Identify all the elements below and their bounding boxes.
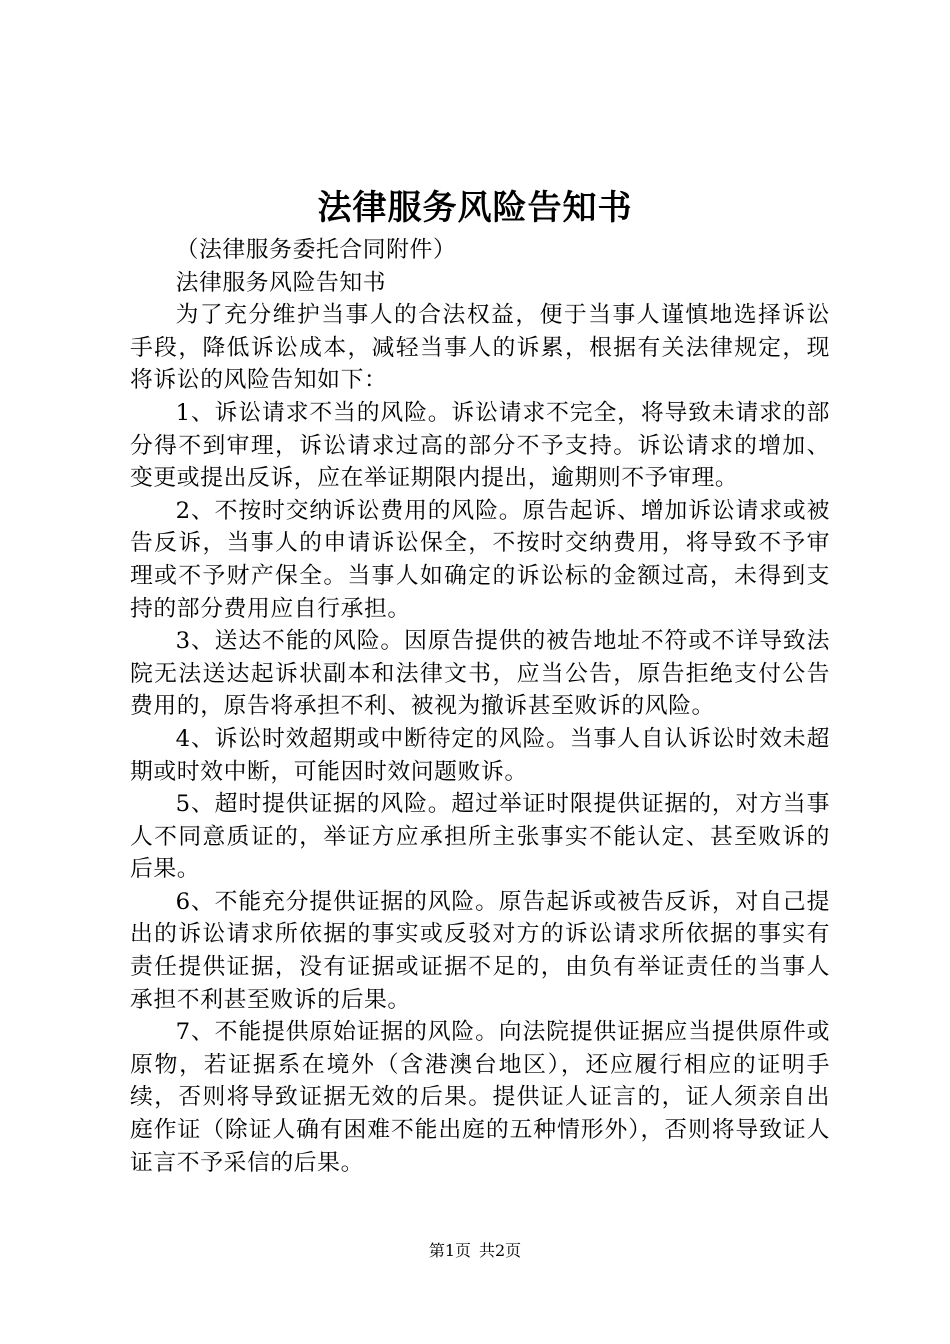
document-title: 法律服务风险告知书	[317, 188, 633, 228]
risk-item-7: 7、不能提供原始证据的风险。向法院提供证据应当提供原件或原物，若证据系在境外（含港澳台地区），还应履行相应的证明手续，否则将导致证据无效的后果。提供证人证言的，证人须亲自出庭作证（除证人确有困难不能出庭的五种情形外），否则将导致证人证言不予采信的后果。	[130, 1019, 830, 1176]
page-number-current: 第1页	[428, 1241, 471, 1260]
page-number-total: 共2页	[479, 1241, 522, 1260]
risk-item-4: 4、诉讼时效超期或中断待定的风险。当事人自认诉讼时效未超期或时效中断，可能因时效问题败诉。	[130, 725, 830, 785]
intro-paragraph: 为了充分维护当事人的合法权益，便于当事人谨慎地选择诉讼手段，降低诉讼成本，减轻当事人的诉累，根据有关法律规定，现将诉讼的风险告知如下：	[130, 302, 830, 394]
document-body	[130, 234, 830, 1179]
risk-item-6: 6、不能充分提供证据的风险。原告起诉或被告反诉，对自己提出的诉讼请求所依据的事实或反驳对方的诉讼请求所依据的事实有责任提供证据，没有证据或证据不足的，由负有举证责任的当事人承担不利甚至败诉的后果。	[130, 888, 830, 1013]
risk-item-1: 1、诉讼请求不当的风险。诉讼请求不完全，将导致未请求的部分得不到审理，诉讼请求过高的部分不予支持。诉讼请求的增加、变更或提出反诉，应在举证期限内提出，逾期则不予审理。	[130, 399, 830, 492]
risk-item-2: 2、不按时交纳诉讼费用的风险。原告起诉、增加诉讼请求或被告反诉，当事人的申请诉讼保全，不按时交纳费用，将导致不予审理或不予财产保全。当事人如确定的诉讼标的金额过高，未得到支持的部分费用应自行承担。	[130, 497, 830, 622]
risk-item-3: 3、送达不能的风险。因原告提供的被告地址不符或不详导致法院无法送达起诉状副本和法律文书，应当公告，原告拒绝支付公告费用的，原告将承担不利、被视为撤诉甚至败诉的风险。	[130, 628, 830, 720]
risk-item-5: 5、超时提供证据的风险。超过举证时限提供证据的，对方当事人不同意质证的，举证方应承担所主张事实不能认定、甚至败诉的后果。	[130, 791, 830, 883]
subtitle-note: （法律服务委托合同附件）	[175, 237, 457, 263]
page-footer	[0, 1239, 950, 1263]
subtitle-repeat: 法律服务风险告知书	[175, 269, 387, 296]
